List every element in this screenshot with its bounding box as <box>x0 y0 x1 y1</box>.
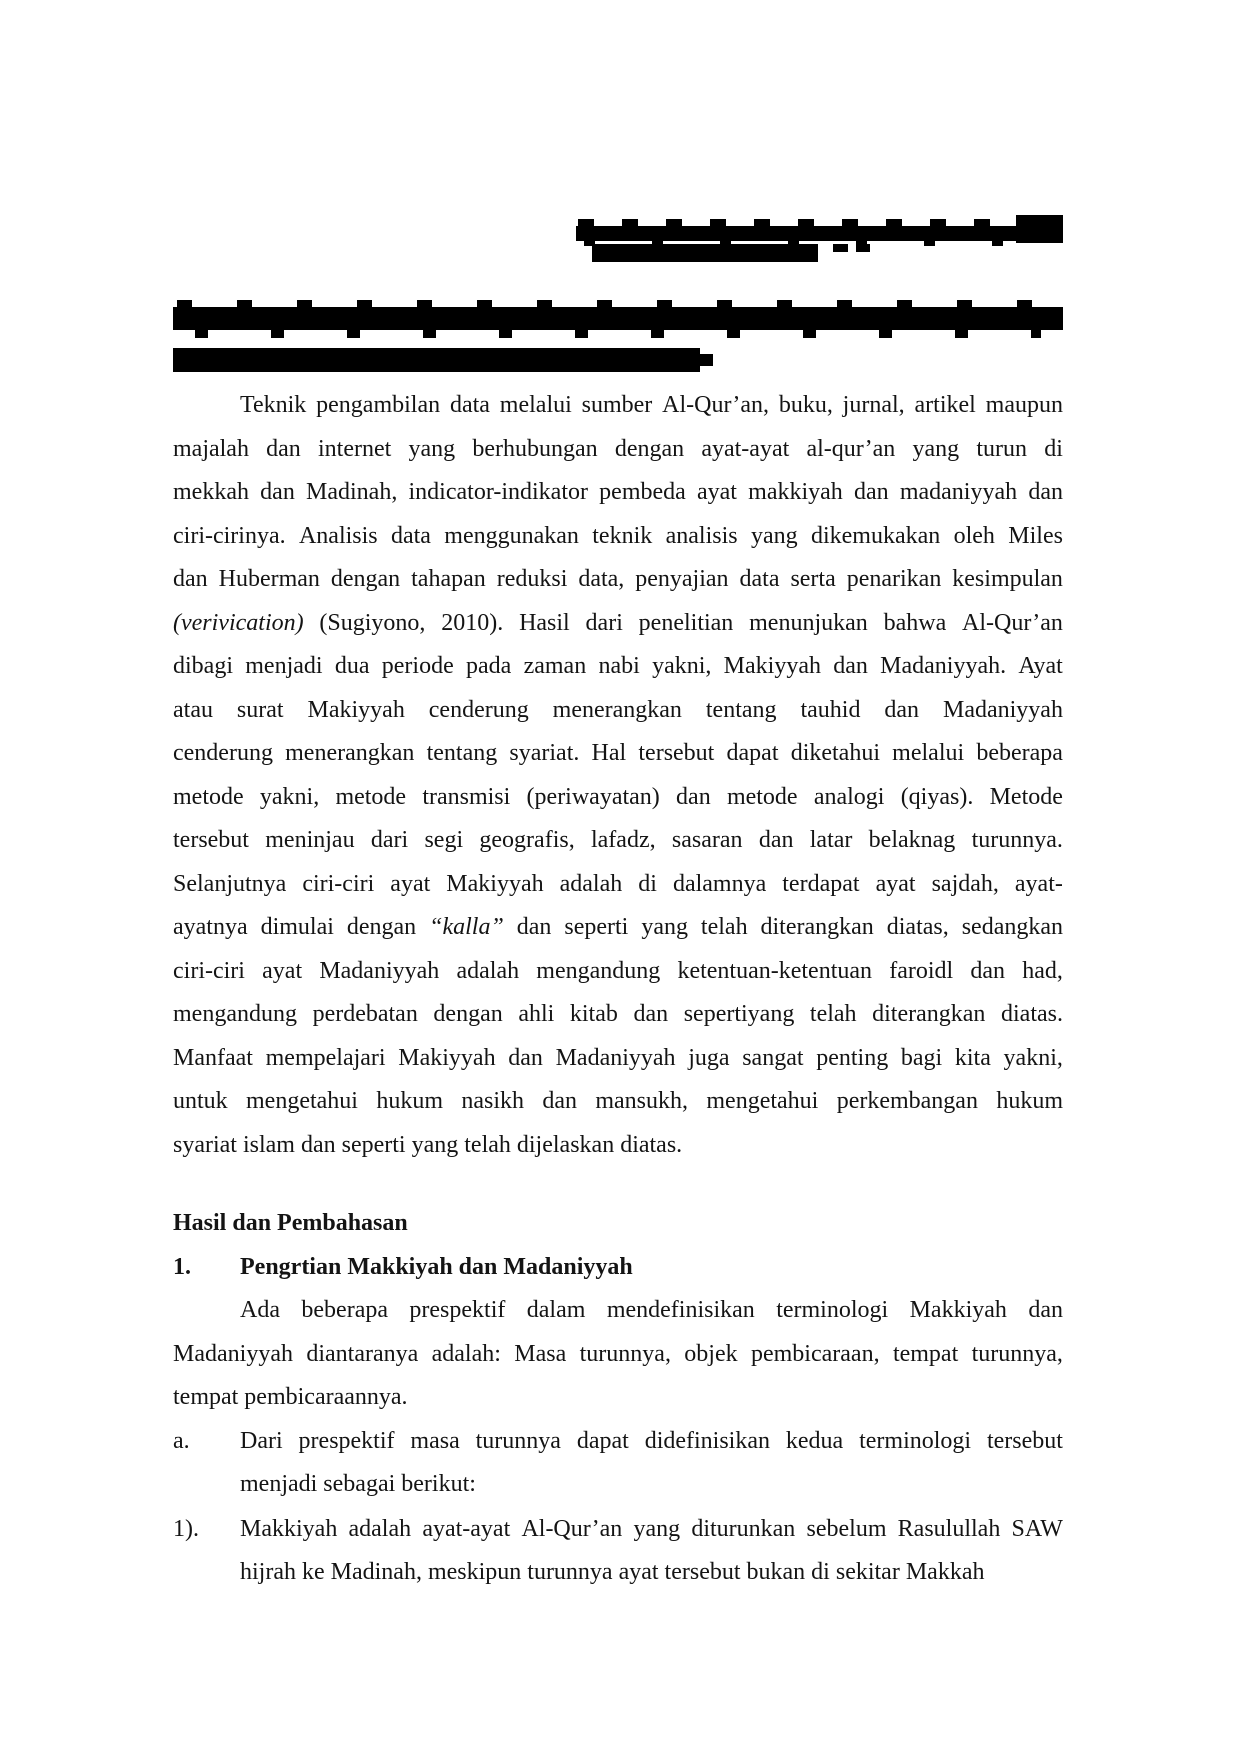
text-line <box>173 950 1063 994</box>
text-word: tentang <box>705 696 777 723</box>
redacted-correspondence-bar <box>173 348 713 373</box>
text-line <box>173 471 1063 515</box>
text-word: zaman <box>523 653 587 679</box>
text-word: sajdah, <box>931 870 999 897</box>
text-word: Makkiyah <box>909 1297 1007 1323</box>
text-line <box>173 732 1063 776</box>
text-word: cenderung <box>428 696 529 723</box>
text-word: turunnya. <box>971 827 1063 853</box>
text-word: diterangkan <box>760 914 874 940</box>
text-word: dan <box>1028 479 1063 505</box>
text-word: Miles <box>1008 522 1063 549</box>
text-word: teknik <box>592 522 653 549</box>
text-word: Teknik <box>240 392 307 418</box>
text-word: melalui <box>499 392 572 418</box>
text-word: ayat- <box>1014 870 1063 897</box>
text-word: had, <box>1022 957 1063 984</box>
text-line <box>173 1124 1063 1168</box>
text-word: adalah <box>559 870 623 897</box>
text-word: dengan <box>433 1001 503 1027</box>
text-word: ayat-ayat <box>701 435 790 462</box>
text-word: dan <box>633 1001 669 1027</box>
text-word: ayat-ayat <box>422 1515 511 1542</box>
text-word: pembicaraan, <box>750 1340 880 1367</box>
text-word: kitab <box>569 1001 618 1027</box>
text-word: menggunakan <box>444 522 579 549</box>
text-line <box>173 1080 1063 1124</box>
text-word: didefinisikan <box>644 1427 770 1454</box>
text-word: mendefinisikan <box>606 1297 755 1323</box>
redacted-title-line-2 <box>592 244 870 263</box>
text-line <box>240 1551 1063 1595</box>
text-word: sumber <box>581 392 653 418</box>
text-word: untuk <box>173 1088 228 1114</box>
text-word: Al-Qur’an, <box>662 392 769 418</box>
text-line <box>173 1037 1063 1081</box>
text-word: menerangkan <box>285 740 415 766</box>
text-word: pembeda <box>599 479 686 505</box>
text-word: maupun <box>985 392 1063 418</box>
text-word: beberapa <box>976 740 1063 766</box>
text-word: mengandung <box>173 1001 297 1027</box>
text-word: dan <box>173 566 208 592</box>
text-line <box>173 993 1063 1037</box>
list-item-1 <box>173 1508 1063 1595</box>
text-segment: hijrah ke Madinah, meskipun turunnya ayat tersebut bukan di sekitar Makkah <box>240 1559 985 1585</box>
text-word: ayat <box>875 870 916 897</box>
text-word: Masa <box>514 1340 567 1367</box>
text-word: dengan <box>330 566 401 592</box>
text-word: dan <box>758 827 794 853</box>
text-word: sedangkan <box>961 914 1063 940</box>
text-word: objek <box>684 1340 738 1367</box>
text-word: oleh <box>953 522 995 549</box>
text-word: lafadz, <box>590 827 656 853</box>
text-line <box>173 1289 1063 1333</box>
text-word: turunnya <box>475 1427 561 1454</box>
text-word: segi <box>424 827 464 853</box>
redacted-authors-line <box>173 300 1063 338</box>
text-word: diantaranya <box>306 1340 419 1367</box>
text-word: meninjau <box>265 827 355 853</box>
text-word: dan <box>260 479 295 505</box>
text-word: dibagi <box>173 653 233 679</box>
list-item-a <box>173 1420 1063 1507</box>
text-word: melalui <box>892 740 965 766</box>
list-item-a-label: a. <box>173 1427 190 1454</box>
text-word: nabi <box>598 653 640 679</box>
text-word: sasaran <box>671 827 743 853</box>
text-word: metode <box>726 783 798 810</box>
text-word: turunnya, <box>971 1340 1063 1367</box>
text-word: mekkah <box>173 479 249 505</box>
text-word: tersebut <box>638 740 715 766</box>
text-word: Manfaat <box>173 1044 253 1071</box>
text-word: penelitian <box>638 609 734 636</box>
text-word: dalamnya <box>672 870 767 897</box>
text-word: Madaniyyah <box>555 1044 676 1071</box>
text-word: diketahui <box>790 740 880 766</box>
text-word: Makiyyah <box>398 1044 496 1071</box>
text-word: telah <box>809 1001 857 1027</box>
text-word: ciri-ciri <box>302 870 375 897</box>
text-word: Analisis <box>298 522 378 549</box>
text-word: dimulai <box>260 914 334 940</box>
text-word: internet <box>318 435 392 462</box>
text-word: ayat <box>262 957 303 984</box>
text-word: periode <box>381 653 454 679</box>
text-word: metode <box>173 783 244 810</box>
text-word: dapat <box>726 740 779 766</box>
text-word: yang <box>408 435 456 462</box>
text-line <box>240 1508 1063 1552</box>
text-word: tentang <box>426 740 498 766</box>
text-line <box>173 689 1063 733</box>
text-word: penyajian <box>635 566 729 592</box>
redaction-fragment <box>1016 215 1063 243</box>
text-word: yang <box>633 1515 681 1542</box>
text-word: kedua <box>785 1427 844 1454</box>
text-line <box>173 1376 1063 1420</box>
text-word: terdapat <box>782 870 860 897</box>
text-word: diatas. <box>1001 1001 1063 1027</box>
redaction-fragment <box>700 354 713 366</box>
text-word: kita <box>954 1044 991 1071</box>
text-word: dua <box>334 653 370 679</box>
text-word: di <box>638 870 657 897</box>
text-word: yakni, <box>1003 1044 1063 1071</box>
text-word: jurnal, <box>842 392 905 418</box>
text-word: dan <box>970 957 1006 984</box>
text-word: dan <box>833 653 868 679</box>
text-word: mansukh, <box>595 1088 689 1114</box>
text-word: latar <box>809 827 853 853</box>
text-word: Makiyyah <box>723 653 821 679</box>
text-word: diterangkan <box>872 1001 986 1027</box>
text-word: yang <box>750 522 798 549</box>
text-word: bagi <box>900 1044 943 1071</box>
subsection-heading <box>173 1246 1063 1290</box>
text-word: SAW <box>1011 1515 1063 1542</box>
text-word: terminologi <box>776 1297 889 1323</box>
text-word: yakni, <box>259 783 320 810</box>
text-word: Rasulullah <box>897 1515 1001 1542</box>
redaction-fragment <box>833 244 848 252</box>
text-word: dapat <box>576 1427 629 1454</box>
text-word: mengetahui <box>706 1088 819 1114</box>
text-line <box>173 515 1063 559</box>
text-word: dikemukakan <box>810 522 941 549</box>
text-word: dan <box>884 696 920 723</box>
text-word: madaniyyah <box>899 479 1018 505</box>
text-word: Hasil <box>519 609 570 636</box>
text-word: hukum <box>996 1088 1063 1114</box>
text-word: cenderung <box>173 740 273 766</box>
text-word: diatas, <box>886 914 949 940</box>
text-word: seperti <box>564 914 629 940</box>
text-word: menunjukan <box>749 609 868 636</box>
text-word: Dari <box>240 1427 283 1454</box>
text-word: Hal <box>591 740 627 766</box>
text-word: sangat <box>742 1044 804 1071</box>
text-word: data <box>390 522 431 549</box>
text-word: (verivication) <box>173 609 304 636</box>
text-word: pada <box>466 653 512 679</box>
text-word: perkembangan <box>836 1088 978 1114</box>
text-line <box>240 1463 1063 1507</box>
text-word: penting <box>816 1044 889 1071</box>
text-word: (qiyas). <box>900 783 974 810</box>
text-word: adalah: <box>431 1340 501 1367</box>
text-line <box>173 645 1063 689</box>
text-word: Makkiyah <box>240 1515 338 1542</box>
text-word: geografis, <box>479 827 575 853</box>
text-word: yakni, <box>652 653 712 679</box>
text-word: surat <box>236 696 284 723</box>
text-word: ahli <box>518 1001 555 1027</box>
text-word: tauhid <box>800 696 861 723</box>
text-word: diturunkan <box>691 1515 796 1542</box>
text-word: juga <box>688 1044 730 1071</box>
text-word: bahwa <box>883 609 947 636</box>
text-word: transmisi <box>422 783 511 810</box>
paragraph-methods-results <box>173 384 1063 1167</box>
text-word: makkiyah <box>748 479 843 505</box>
text-word: pengambilan <box>316 392 441 418</box>
text-word: data, <box>578 566 625 592</box>
text-word: dalam <box>526 1297 586 1323</box>
text-word: beberapa <box>301 1297 388 1323</box>
text-word: Madinah, <box>306 479 398 505</box>
text-word: data <box>449 392 490 418</box>
subsection-number: 1. <box>173 1253 191 1280</box>
text-word: Madaniyyah <box>942 696 1063 723</box>
text-word: Ada <box>240 1297 280 1323</box>
text-word: perdebatan <box>312 1001 418 1027</box>
text-word: mempelajari <box>265 1044 386 1071</box>
text-word: ciri-cirinya. <box>173 522 286 549</box>
text-word: adalah <box>456 957 520 984</box>
redaction-fragment <box>195 330 1041 338</box>
text-word: atau <box>173 696 213 723</box>
text-word: tempat <box>892 1340 959 1367</box>
text-word: reduksi <box>496 566 568 592</box>
text-word: Ayat <box>1018 653 1063 679</box>
text-word: telah <box>700 914 748 940</box>
list-item-a-lines <box>240 1420 1063 1507</box>
text-word: Al-Qur’an <box>962 609 1063 636</box>
list-item-1-lines <box>240 1508 1063 1595</box>
text-word: kesimpulan <box>952 566 1063 592</box>
text-word: dan <box>1028 1297 1063 1323</box>
text-word: dengan <box>614 435 685 462</box>
text-word: metode <box>335 783 407 810</box>
text-word: (periwayatan) <box>526 783 660 810</box>
text-line <box>173 558 1063 602</box>
redaction-fragment <box>856 244 870 252</box>
text-word: mengandung <box>536 957 661 984</box>
text-word: di <box>1044 435 1063 462</box>
text-word: sebelum <box>806 1515 887 1542</box>
text-word: ayat <box>390 870 431 897</box>
text-word: Al-Qur’an <box>521 1515 623 1542</box>
text-word: dan <box>508 1044 543 1071</box>
text-word: Madaniyyah. <box>880 653 1007 679</box>
redaction-fragment <box>578 219 1020 226</box>
text-word: turun <box>976 435 1027 462</box>
text-line <box>173 863 1063 907</box>
text-word: analogi <box>813 783 885 810</box>
text-word: “kalla” <box>429 914 504 940</box>
text-word: penarikan <box>846 566 942 592</box>
text-word: masa <box>410 1427 460 1454</box>
text-word: sepertiyang <box>683 1001 795 1027</box>
text-word: dari <box>585 609 623 636</box>
text-word: Huberman <box>218 566 320 592</box>
text-segment: menjadi sebagai berikut: <box>240 1471 476 1497</box>
text-word: ayatnya <box>173 914 248 940</box>
text-line <box>173 819 1063 863</box>
text-word: (Sugiyono, <box>319 609 426 636</box>
text-word: dengan <box>346 914 417 940</box>
body-text <box>173 384 1063 1595</box>
text-word: indicator-indikator <box>408 479 588 505</box>
text-word: al-qur’an <box>806 435 896 462</box>
text-word: dan <box>676 783 711 810</box>
redaction-fragment <box>576 226 1020 241</box>
text-word: terminologi <box>859 1427 972 1454</box>
text-segment: tempat pembicaraannya. <box>173 1384 408 1410</box>
paragraph-perspectives <box>173 1289 1063 1420</box>
section-heading: Hasil dan Pembahasan <box>173 1210 408 1236</box>
text-line <box>173 776 1063 820</box>
redaction-fragment <box>592 244 818 262</box>
text-word: Metode <box>989 783 1063 810</box>
text-word: hukum <box>376 1088 443 1114</box>
text-word: dan <box>516 914 552 940</box>
text-word: tersebut <box>173 827 249 853</box>
text-word: ayat <box>696 479 737 505</box>
subsection-title: Pengrtian Makkiyah dan Madaniyyah <box>240 1253 633 1280</box>
text-word: faroidl <box>889 957 954 984</box>
text-word: turunnya, <box>579 1340 671 1367</box>
text-word: menjadi <box>245 653 323 679</box>
text-word: Madaniyyah <box>319 957 440 984</box>
text-word: Makiyyah <box>307 696 405 723</box>
text-word: 2010). <box>441 609 504 636</box>
text-word: dan <box>542 1088 578 1114</box>
text-line <box>173 428 1063 472</box>
text-word: Selanjutnya <box>173 870 287 897</box>
text-line <box>173 602 1063 646</box>
redacted-title-line-1 <box>576 215 1063 247</box>
text-word: artikel <box>914 392 976 418</box>
text-line <box>173 906 1063 950</box>
text-word: belaknag <box>868 827 956 853</box>
text-word: Makiyyah <box>446 870 544 897</box>
text-word: adalah <box>348 1515 412 1542</box>
list-item-1-label: 1). <box>173 1515 199 1542</box>
text-word: syariat. <box>509 740 580 766</box>
text-word: menerangkan <box>552 696 682 723</box>
redaction-fragment <box>173 348 700 372</box>
text-word: tersebut <box>986 1427 1063 1454</box>
text-word: mengetahui <box>246 1088 358 1114</box>
text-word: Madaniyyah <box>173 1340 293 1367</box>
text-word: majalah <box>173 435 249 462</box>
text-word: dan <box>853 479 889 505</box>
text-word: ciri-ciri <box>173 957 245 984</box>
text-line <box>240 1420 1063 1464</box>
text-word: berhubungan <box>472 435 598 462</box>
text-word: yang <box>641 914 688 940</box>
text-segment: syariat islam dan seperti yang telah dijelaskan diatas. <box>173 1131 683 1158</box>
text-word: nasikh <box>461 1088 525 1114</box>
text-word: analisis <box>665 522 738 549</box>
text-word: yang <box>912 435 960 462</box>
text-word: prespektif <box>409 1297 506 1323</box>
text-line <box>173 1333 1063 1377</box>
text-word: prespektif <box>298 1427 395 1454</box>
text-word: tahapan <box>411 566 486 592</box>
text-word: ketentuan-ketentuan <box>677 957 873 984</box>
text-word: data <box>739 566 780 592</box>
text-word: serta <box>790 566 836 592</box>
redaction-fragment <box>173 307 1063 330</box>
text-word: buku, <box>778 392 833 418</box>
text-word: dari <box>370 827 409 853</box>
text-line <box>173 384 1063 428</box>
text-word: dan <box>266 435 301 462</box>
